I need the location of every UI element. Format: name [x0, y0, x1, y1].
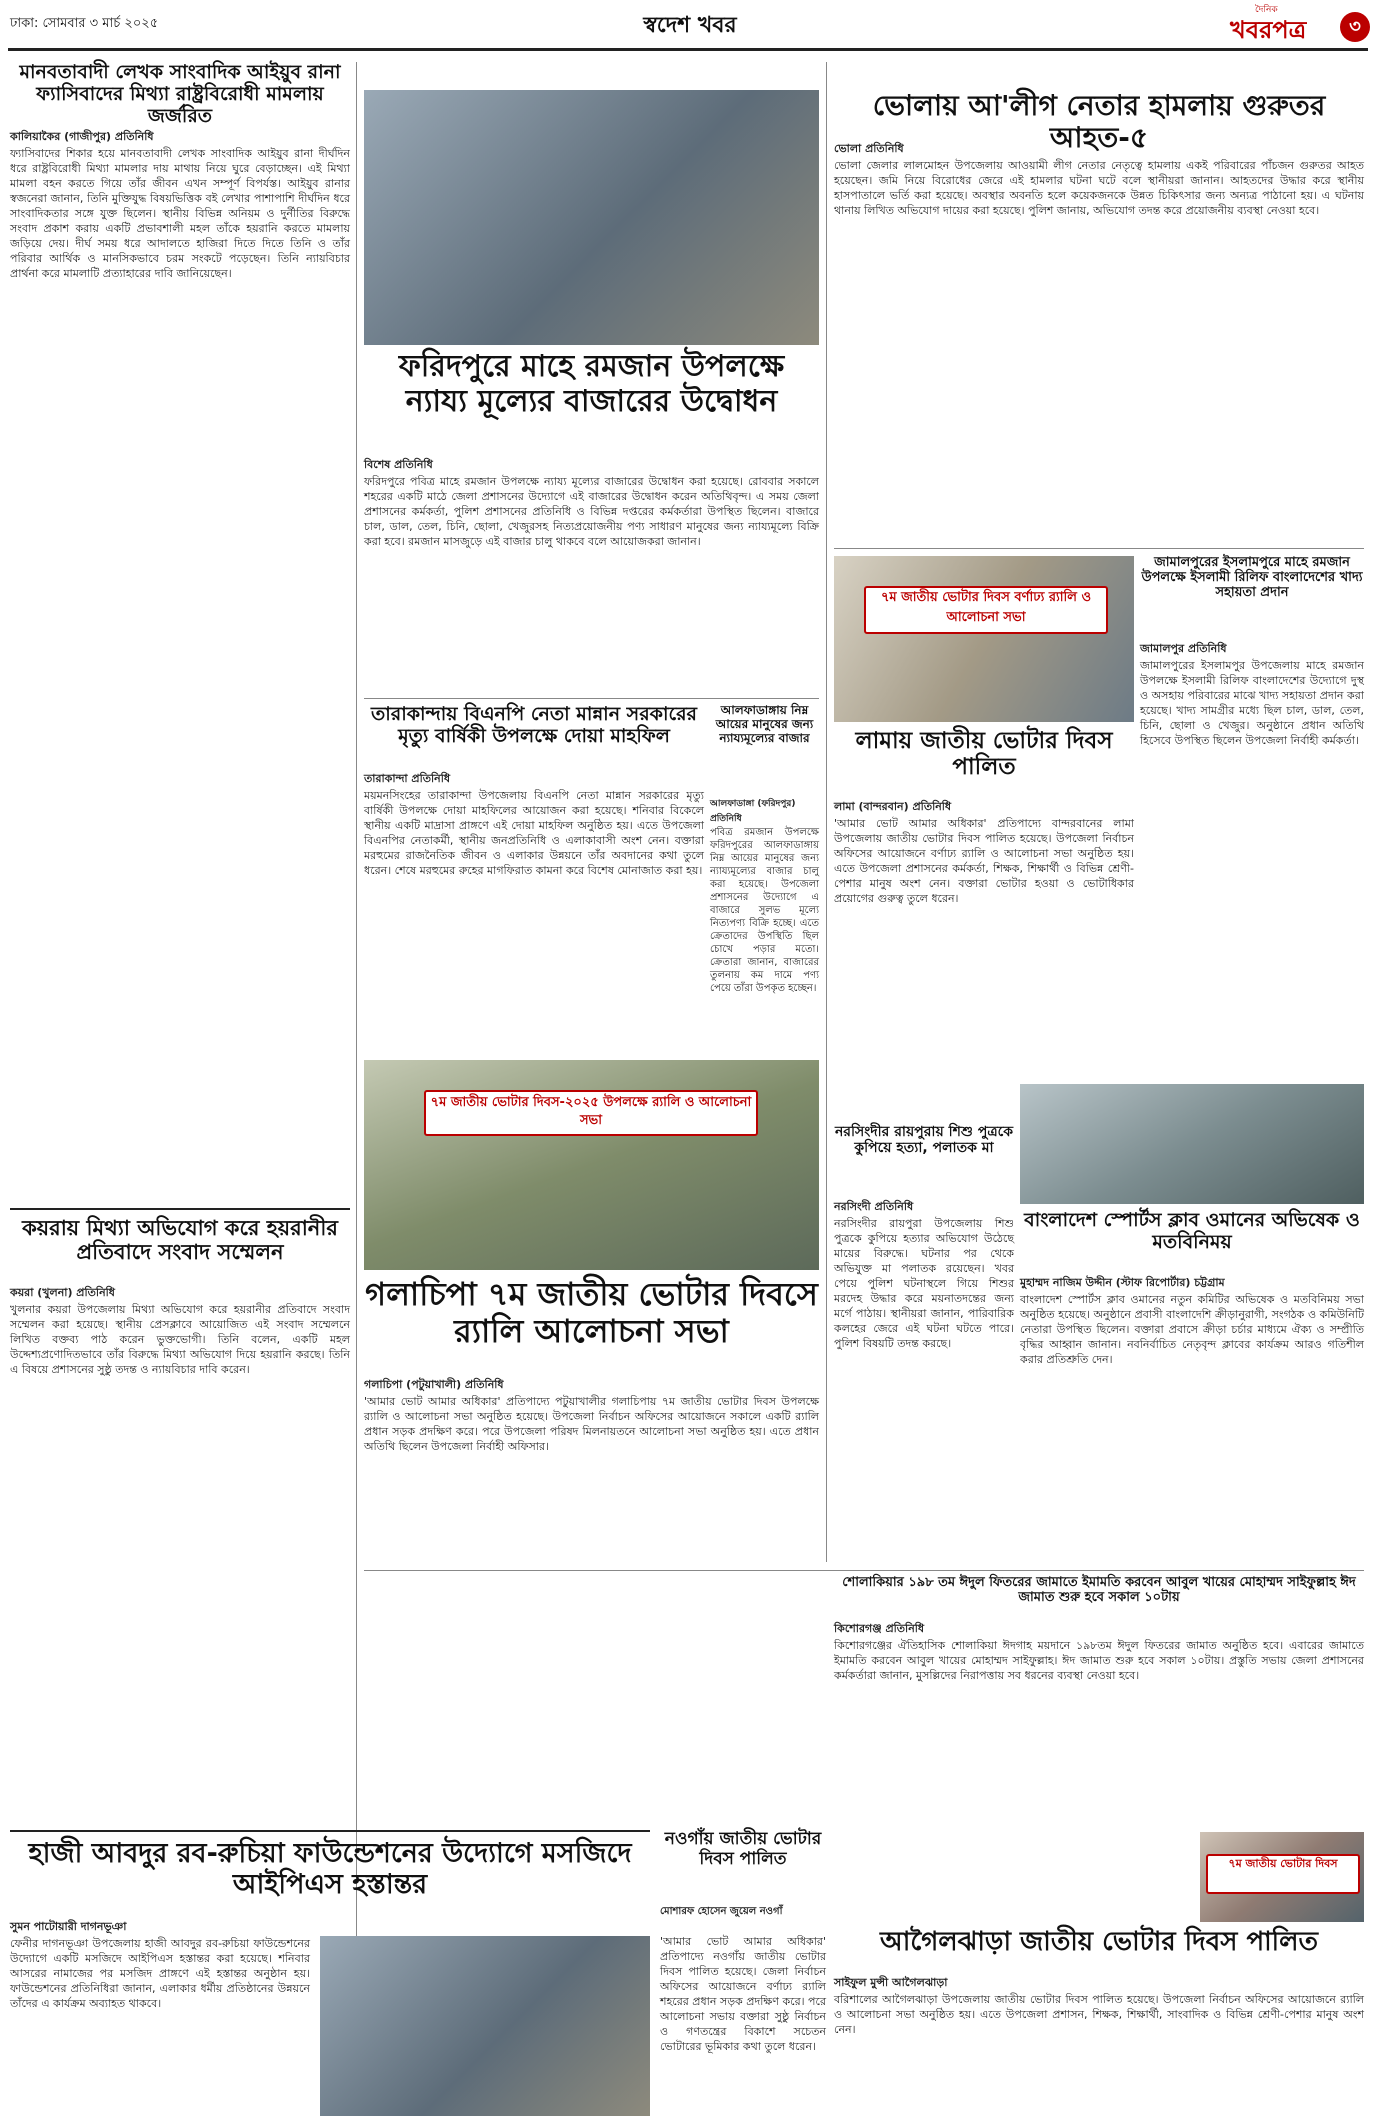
article-a11-headline: গলাচিপা ৭ম জাতীয় ভোটার দিবসে র‍্যালি আলোচনা সভা [365, 1275, 818, 1350]
article-body: 'আমার ভোট আমার অধিকার' প্রতিপাদ্যে নওগাঁয় জাতীয় ভোটার দিবস পালিত হয়েছে। জেলা নির্বাচন অফিসের আয়োজনে বর্ণাঢ্য র‍্যালি শহরের প্রধান সড়ক প্রদক্ষিণ করে। পরে আলোচনা সভায় বক্তারা সুষ্ঠু নির্বাচন ও গণতন্ত্রের বিকাশে সচেতন ভোটারের ভূমিকার কথা তুলে ধরেন। [660, 1935, 826, 2053]
headline: মানবতাবাদী লেখক সাংবাদিক আইয়ুব রানা ফ্যাসিবাদের মিথ্যা রাষ্ট্রবিরোধী মামলায় জর্জরিত [19, 61, 341, 127]
masthead-small: দৈনিক [1255, 5, 1278, 15]
article-a9 [1020, 1210, 1364, 1560]
photo-oman-sports-club [1020, 1084, 1364, 1204]
article-body: বরিশালের আগৈলঝাড়া উপজেলায় জাতীয় ভোটার দিবস পালিত হয়েছে। উপজেলা নির্বাচন অফিসের আয়োজনে র‍্যালি ও আলোচনা সভা অনুষ্ঠিত হয়। এতে উপজেলা প্রশাসন, শিক্ষক, শিক্ষার্থী, সাংবাদিক ও বিভিন্ন শ্রেণী-পেশার মানুষ অংশ নেন। [834, 1993, 1364, 2036]
rally-banner: ৭ম জাতীয় ভোটার দিবস [1206, 1854, 1360, 1894]
reporter: কয়রা (খুলনা) প্রতিনিধি [10, 1286, 115, 1299]
article-a11 [364, 1376, 819, 1566]
article-a15 [834, 1928, 1364, 2118]
reporter: কালিয়াকৈর (গাজীপুর) প্রতিনিধি [10, 130, 154, 143]
headline: আলফাডাঙ্গায় নিম্ন আয়ের মানুষের জন্য ন্যায্যমূল্যের বাজার [715, 703, 814, 745]
article-body: পবিত্র রমজান উপলক্ষে ফরিদপুরের আলফাডাঙ্গায় নিম্ন আয়ের মানুষের জন্য ন্যায্যমূল্যের বাজার চালু করা হয়েছে। উপজেলা প্রশাসনের উদ্যোগে এ বাজারে সুলভ মূল্যে নিত্যপণ্য বিক্রি হচ্ছে। এতে ক্রেতাদের উপস্থিতি ছিল চোখে পড়ার মতো। ক্রেতারা জানান, বাজারের তুলনায় কম দামে পণ্য পেয়ে তাঁরা উপকৃত হচ্ছেন। [710, 827, 819, 994]
reporter: আলফাডাঙ্গা (ফরিদপুর) প্রতিনিধি [710, 799, 796, 824]
article-body: ফরিদপুরে পবিত্র মাহে রমজান উপলক্ষে ন্যায্য মূল্যের বাজারের উদ্বোধন করা হয়েছে। রোববার সকালে শহরের একটি মাঠে জেলা প্রশাসনের উদ্যোগে এই বাজারের উদ্বোধন করেন অতিথিবৃন্দ। এ সময় জেলা প্রশাসনের কর্মকর্তা, পুলিশ প্রশাসনের প্রতিনিধি ও বিভিন্ন দপ্তরের কর্মকর্তারা উপস্থিত ছিলেন। বাজারে চাল, ডাল, তেল, চিনি, ছোলা, খেজুরসহ নিত্যপ্রয়োজনীয় পণ্য সাধারণ মানুষের জন্য ন্যায্যমূল্যে বিক্রি করা হবে। রমজান মাসজুড়ে এই বাজার চালু থাকবে বলে আয়োজকরা জানান। [364, 475, 819, 548]
headline: আগৈলঝাড়া জাতীয় ভোটার দিবস পালিত [880, 1927, 1318, 1957]
headline: নওগাঁয় জাতীয় ভোটার দিবস পালিত [664, 1829, 822, 1869]
headline: হাজী আবদুর রব-রুচিয়া ফাউন্ডেশনের উদ্যোগে মসজিদে আইপিএস হস্তান্তর [28, 1838, 632, 1901]
headline: কয়রায় মিথ্যা অভিযোগ করে হয়রানীর প্রতিবাদে সংবাদ সম্মেলন [22, 1216, 338, 1265]
headline: লামায় জাতীয় ভোটার দিবস পালিত [855, 728, 1113, 781]
date-line: ঢাকা: সোমবার ৩ মার্চ ২০২৫ [10, 16, 159, 31]
article-a13 [660, 1830, 826, 2120]
headline: ভোলায় আ'লীগ নেতার হামলায় গুরুতর আহত-৫ [872, 89, 1326, 155]
article-body: ময়মনসিংহের তারাকান্দা উপজেলায় বিএনপি নেতা মান্নান সরকারের মৃত্যু বার্ষিকী উপলক্ষে দোয়া মাহফিলের আয়োজন করা হয়েছে। শনিবার বিকেলে স্থানীয় একটি মাদ্রাসা প্রাঙ্গণে এই দোয়া মাহফিল অনুষ্ঠিত হয়। এতে উপজেলা বিএনপির নেতাকর্মী, স্থানীয় জনপ্রতিনিধি ও এলাকাবাসী অংশ নেন। বক্তারা মরহুমের রাজনৈতিক জীবন ও এলাকার উন্নয়নে তাঁর অবদানের কথা তুলে ধরেন। শেষে মরহুমের রুহের মাগফিরাত কামনা করে বিশেষ মোনাজাত করা হয়। [364, 789, 704, 877]
reporter: গলাচিপা (পটুয়াখালী) প্রতিনিধি [364, 1378, 504, 1391]
article-body: জামালপুরের ইসলামপুর উপজেলায় মাহে রমজান উপলক্ষে ইসলামী রিলিফ বাংলাদেশের উদ্যোগে দুস্থ ও অসহায় পরিবারের মাঝে খাদ্য সহায়তা প্রদান করা হয়েছে। খাদ্য সামগ্রীর মধ্যে ছিল চাল, ডাল, তেল, চিনি, ছোলা ও খেজুর। অনুষ্ঠানে প্রধান অতিথি হিসেবে উপস্থিত ছিলেন উপজেলা নির্বাহী কর্মকর্তা। [1140, 659, 1364, 747]
article-a10 [10, 1208, 350, 1808]
article-a2-headline: ফরিদপুরে মাহে রমজান উপলক্ষে ন্যায্য মূল্যের বাজারের উদ্বোধন [398, 349, 785, 419]
article-a3 [364, 704, 704, 1054]
page-number: ৩ [1340, 12, 1370, 42]
rally-banner: ৭ম জাতীয় ভোটার দিবস-২০২৫ উপলক্ষে র‍্যালি ও আলোচনা সভা [424, 1090, 758, 1136]
article-a6 [1140, 556, 1364, 1076]
photo-faridpur-inauguration [364, 90, 819, 345]
masthead-logo: খবরপত্র [1230, 15, 1307, 44]
reporter: তারাকান্দা প্রতিনিধি [364, 772, 451, 785]
headline: শোলাকিয়ার ১৯৮ তম ঈদুল ফিতরের জামাতে ইমামতি করবেন আবুল খায়ের মোহাম্মদ সাইফুল্লাহ ঈদ জামাত শুরু হবে সকাল ১০টায় [842, 1575, 1356, 1605]
article-a7 [834, 728, 1134, 1118]
article-body: ফ্যাসিবাদের শিকার হয়ে মানবতাবাদী লেখক সাংবাদিক আইয়ুব রানা দীর্ঘদিন ধরে রাষ্ট্রবিরোধী মিথ্যা মামলার দায় মাথায় নিয়ে ঘুরে বেড়াচ্ছেন। এই মিথ্যা মামলা বহন করতে গিয়ে তাঁর জীবন এখন সম্পূর্ণ বিপর্যস্ত। আইয়ুব রানার স্বজনেরা জানান, তিনি মুক্তিযুদ্ধ বিষয়ভিত্তিক বই লেখার পাশাপাশি দীর্ঘদিন ধরে সাংবাদিকতার সঙ্গে যুক্ত ছিলেন। স্থানীয় বিভিন্ন অনিয়ম ও দুর্নীতির বিরুদ্ধে সংবাদ প্রকাশ করায় একটি প্রভাবশালী মহল তাঁকে হয়রানি করতে মামলায় জড়িয়ে দেয়। দীর্ঘ সময় ধরে আদালতে হাজিরা দিতে দিতে তিনি ও তাঁর পরিবার আর্থিক ও মানসিকভাবে চরম সংকটে পড়েছেন। তিনি ন্যায়বিচার প্রার্থনা করে মামলাটি প্রত্যাহারের দাবি জানিয়েছেন। [10, 147, 350, 280]
article-a4 [710, 704, 819, 1054]
photo-aguiljhara [1200, 1832, 1364, 1922]
article-body: নরসিংদীর রায়পুরা উপজেলায় শিশু পুত্রকে কুপিয়ে হত্যার অভিযোগ উঠেছে মায়ের বিরুদ্ধে। ঘটনার পর থেকে অভিযুক্ত মা পলাতক রয়েছেন। খবর পেয়ে পুলিশ ঘটনাস্থলে গিয়ে শিশুর মরদেহ উদ্ধার করে ময়নাতদন্তের জন্য মর্গে পাঠায়। স্থানীয়রা জানান, পারিবারিক কলহের জেরে এই ঘটনা ঘটতে পারে। পুলিশ বিষয়টি তদন্ত করছে। [834, 1217, 1014, 1350]
photo-lama-rally [834, 556, 1134, 722]
reporter: মুহাম্মদ নাজিম উদ্দীন (স্টাফ রিপোর্টার) চট্টগ্রাম [1020, 1276, 1225, 1289]
article-a1 [10, 62, 350, 1202]
rally-banner: ৭ম জাতীয় ভোটার দিবস বর্ণাঢ্য র‍্যালি ও আলোচনা সভা [864, 586, 1108, 634]
photo-ips-handover [320, 1936, 650, 2116]
headline: বাংলাদেশ স্পোর্টস ক্লাব ওমানের অভিষেক ও মতবিনিময় [1024, 1209, 1360, 1253]
article-a2 [364, 456, 819, 691]
article-body: 'আমার ভোট আমার অধিকার' প্রতিপাদ্যে বান্দরবানের লামা উপজেলায় জাতীয় ভোটার দিবস পালিত হয়েছে। উপজেলা নির্বাচন অফিসের আয়োজনে বর্ণাঢ্য র‍্যালি ও আলোচনা সভা অনুষ্ঠিত হয়। এতে উপজেলা প্রশাসনের কর্মকর্তা, শিক্ষক, শিক্ষার্থী ও বিভিন্ন শ্রেণী-পেশার মানুষ অংশ নেন। বক্তারা ভোটার হওয়া ও ভোটাধিকার প্রয়োগের গুরুত্ব তুলে ধরেন। [834, 817, 1134, 905]
article-body: বাংলাদেশ স্পোর্টস ক্লাব ওমানের নতুন কমিটির অভিষেক ও মতবিনিময় সভা অনুষ্ঠিত হয়েছে। অনুষ্ঠানে প্রবাসী বাংলাদেশি ক্রীড়ানুরাগী, সংগঠক ও কমিউনিটি নেতারা উপস্থিত ছিলেন। বক্তারা প্রবাসে ক্রীড়া চর্চার মাধ্যমে ঐক্য ও সম্প্রীতি বৃদ্ধির আহ্বান জানান। নবনির্বাচিত নেতৃবৃন্দ ক্লাবের কার্যক্রম আরও গতিশীল করার প্রতিশ্রুতি দেন। [1020, 1293, 1364, 1366]
reporter: সুমন পাটোয়ারী দাগনভূঞা [10, 1920, 127, 1933]
article-body: ভোলা জেলার লালমোহন উপজেলায় আওয়ামী লীগ নেতার নেতৃত্বে হামলায় একই পরিবারের পাঁচজন গুরুতর আহত হয়েছেন। জমি নিয়ে বিরোধের জেরে এই হামলার ঘটনা ঘটে বলে স্থানীয়রা জানান। আহতদের উদ্ধার করে স্থানীয় হাসপাতালে ভর্তি করা হয়েছে। অবস্থার অবনতি হলে কয়েকজনকে উন্নত চিকিৎসার জন্য অন্যত্র পাঠানো হয়। এ ঘটনায় থানায় লিখিত অভিযোগ দায়ের করা হয়েছে। পুলিশ জানায়, অভিযোগ তদন্ত করে প্রয়োজনীয় ব্যবস্থা নেওয়া হবে। [834, 159, 1364, 217]
article-a5 [834, 90, 1364, 540]
reporter: ভোলা প্রতিনিধি [834, 142, 904, 155]
reporter: সাইফুল মুন্সী আগৈলঝাড়া [834, 1976, 948, 1989]
reporter: লামা (বান্দরবান) প্রতিনিধি [834, 800, 952, 813]
reporter: নরসিংদী প্রতিনিধি [834, 1200, 914, 1213]
article-a8 [834, 1124, 1014, 1564]
reporter: জামালপুর প্রতিনিধি [1140, 642, 1227, 655]
article-a14 [834, 1576, 1364, 1826]
page-header [0, 0, 1376, 58]
reporter: কিশোরগঞ্জ প্রতিনিধি [834, 1622, 925, 1635]
headline: নরসিংদীর রায়পুরায় শিশু পুত্রকে কুপিয়ে হত্যা, পলাতক মা [834, 1124, 1014, 1157]
reporter: বিশেষ প্রতিনিধি [364, 458, 433, 471]
photo-galachipa-rally [364, 1060, 819, 1270]
section-title: স্বদেশ খবর [643, 12, 737, 38]
article-body: খুলনার কয়রা উপজেলায় মিথ্যা অভিযোগ করে হয়রানীর প্রতিবাদে সংবাদ সম্মেলন করা হয়েছে। স্থানীয় প্রেসক্লাবে আয়োজিত এই সংবাদ সম্মেলনে লিখিত বক্তব্য পাঠ করেন ভুক্তভোগী। তিনি বলেন, একটি মহল উদ্দেশ্যপ্রণোদিতভাবে তাঁর বিরুদ্ধে মিথ্যা অভিযোগ দিয়ে হয়রানি করছে। তিনি এ বিষয়ে প্রশাসনের সুষ্ঠু তদন্ত ও ন্যায়বিচার দাবি করেন। [10, 1303, 350, 1376]
reporter: মোশারফ হোসেন জুয়েল নওগাঁ [660, 1906, 783, 1917]
article-body: কিশোরগঞ্জের ঐতিহাসিক শোলাকিয়া ঈদগাহ ময়দানে ১৯৮তম ঈদুল ফিতরের জামাত অনুষ্ঠিত হবে। এবারের জামাতে ইমামতি করবেন আবুল খায়ের মোহাম্মদ সাইফুল্লাহ। ঈদ জামাত শুরু হবে সকাল ১০টায়। প্রস্তুতি সভায় জেলা প্রশাসনের কর্মকর্তারা জানান, মুসল্লিদের নিরাপত্তায় সব ধরনের ব্যবস্থা নেওয়া হবে। [834, 1639, 1364, 1682]
article-body: 'আমার ভোট আমার অধিকার' প্রতিপাদ্যে পটুয়াখালীর গলাচিপায় ৭ম জাতীয় ভোটার দিবস উপলক্ষে র‍্যালি ও আলোচনা সভা অনুষ্ঠিত হয়েছে। উপজেলা নির্বাচন অফিসের আয়োজনে সকালে একটি র‍্যালি প্রধান সড়ক প্রদক্ষিণ করে। পরে উপজেলা পরিষদ মিলনায়তনে আলোচনা সভা অনুষ্ঠিত হয়। এতে প্রধান অতিথি ছিলেন উপজেলা নির্বাহী অফিসার। [364, 1395, 819, 1453]
headline: জামালপুরের ইসলামপুরে মাহে রমজান উপলক্ষে ইসলামী রিলিফ বাংলাদেশের খাদ্য সহায়তা প্রদান [1141, 555, 1363, 600]
article-a12 [10, 1830, 650, 2120]
article-body: ফেনীর দাগনভূঞা উপজেলায় হাজী আবদুর রব-রুচিয়া ফাউন্ডেশনের উদ্যোগে একটি মসজিদে আইপিএস হস্তান্তর করা হয়েছে। শনিবার আসরের নামাজের পর মসজিদ প্রাঙ্গণে এই হস্তান্তর অনুষ্ঠান হয়। ফাউন্ডেশনের প্রতিনিধিরা জানান, এলাকার ধর্মীয় প্রতিষ্ঠানের উন্নয়নে তাঁদের এ কার্যক্রম অব্যাহত থাকবে। [10, 1937, 310, 2010]
headline: তারাকান্দায় বিএনপি নেতা মান্নান সরকারের মৃত্যু বার্ষিকী উপলক্ষে দোয়া মাহফিল [371, 703, 697, 747]
